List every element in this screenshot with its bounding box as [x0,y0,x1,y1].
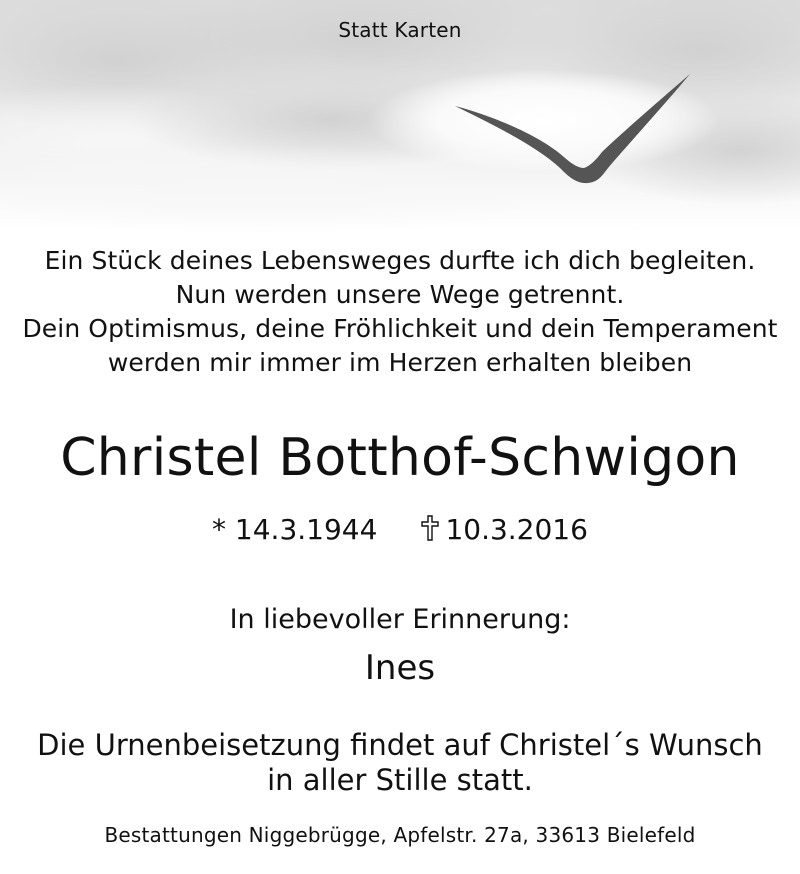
verse-line: Ein Stück deines Lebensweges durfte ich dich begleiten. [44,246,756,275]
life-dates [0,513,800,546]
mourner-name: Ines [364,648,436,688]
cross-icon [421,515,439,541]
burial-note-line: Die Urnenbeisetzung findet auf Christel´s Wunsch [37,728,763,762]
burial-note-line: in aller Stille statt. [267,763,533,797]
header-label: Statt Karten [338,18,462,42]
funeral-home: Bestattungen Niggebrügge, Apfelstr. 27a, 33613 Bielefeld [104,823,696,847]
verse-line: Nun werden unsere Wege getrennt. [175,280,625,309]
death-date: 10.3.2016 [445,513,588,546]
memory-label: In liebevoller Erinnerung: [229,604,571,635]
deceased-name: Christel Botthof-Schwigon [60,428,740,488]
verse-line: Dein Optimismus, deine Fröhlichkeit und dein Temperament [22,314,778,343]
birth-date: * 14.3.1944 [212,513,378,546]
verse-line: werden mir immer im Herzen erhalten bleiben [107,348,693,377]
